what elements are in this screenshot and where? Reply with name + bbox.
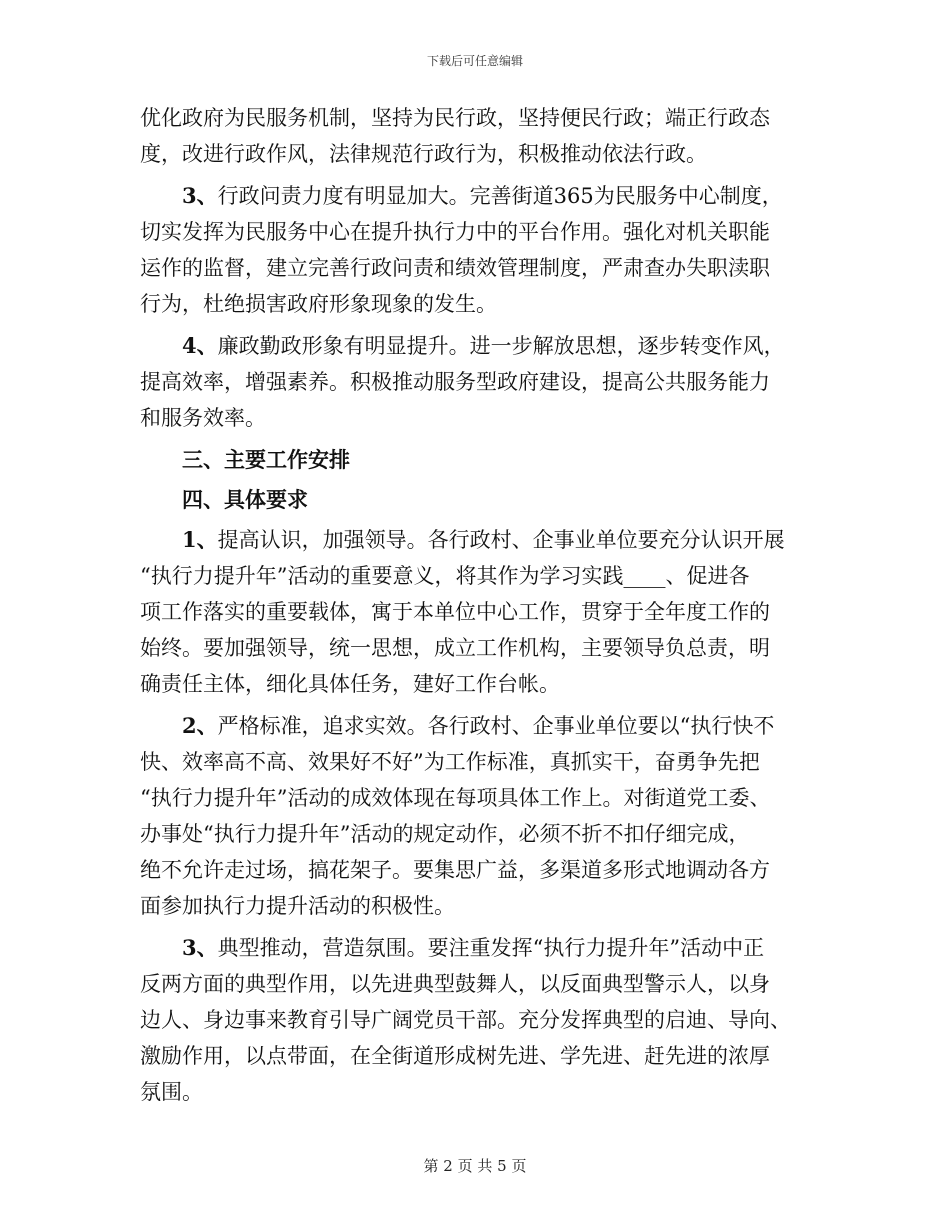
paragraph xyxy=(140,930,820,1110)
text-line: 行为，杜绝损害政府形象现象的发生。 xyxy=(140,292,497,316)
text-line: 优化政府为民服务机制，坚持为民行政，坚持便民行政；端正行政态 xyxy=(140,106,770,130)
text-line: 确责任主体，细化具体任务，建好工作台帐。 xyxy=(140,672,560,696)
text-run: 行政问责力度有明显加大。完善街道365为民服务中心制度， xyxy=(217,184,783,208)
text-line xyxy=(140,178,820,214)
text-line: 和服务效率。 xyxy=(140,406,266,430)
text-line xyxy=(140,328,820,364)
text-run: 廉政勤政形象有明显提升。进一步解放思想，逐步转变作风， xyxy=(217,334,785,358)
item-number: 1、 xyxy=(182,527,218,552)
text-line: 激励作用，以点带面，在全街道形成树先进、学先进、赶先进的浓厚 xyxy=(140,1044,770,1068)
text-line: 始终。要加强领导，统一思想，成立工作机构，主要领导负总责，明 xyxy=(140,636,770,660)
text-line: 运作的监督，建立完善行政问责和绩效管理制度，严肃查办失职渎职 xyxy=(140,256,770,280)
text-line: 绝不允许走过场，搞花架子。要集思广益，多渠道多形式地调动各方 xyxy=(140,858,770,882)
text-line xyxy=(140,708,820,744)
text-run: 严格标准，追求实效。各行政村、企事业单位要以“执行快不 xyxy=(217,714,775,738)
page-footer: 第 2 页 共 5 页 xyxy=(423,1157,527,1175)
text-line xyxy=(140,930,820,966)
item-number: 4、 xyxy=(182,333,218,358)
text-line: 办事处“执行力提升年”活动的规定动作，必须不折不扣仔细完成， xyxy=(140,822,750,846)
text-run: 提高认识，加强领导。各行政村、企事业单位要充分认识开展 xyxy=(217,528,785,552)
text-line xyxy=(140,522,820,558)
page-header: 下载后可任意编辑 xyxy=(426,54,523,68)
text-line: 面参加执行力提升活动的积极性。 xyxy=(140,894,455,918)
paragraph xyxy=(140,522,820,702)
text-line: 度，改进行政作风，法律规范行政行为，积极推动依法行政。 xyxy=(140,142,707,166)
section-heading: 四、具体要求 xyxy=(182,487,308,512)
paragraph xyxy=(140,328,820,436)
text-line: 反两方面的典型作用，以先进典型鼓舞人，以反面典型警示人，以身 xyxy=(140,972,770,996)
text-line: 提高效率，增强素养。积极推动服务型政府建设，提高公共服务能力 xyxy=(140,370,770,394)
text-line: 切实发挥为民服务中心在提升执行力中的平台作用。强化对机关职能 xyxy=(140,220,770,244)
paragraph xyxy=(140,100,820,172)
item-number: 2、 xyxy=(182,713,218,738)
document-body xyxy=(140,100,820,1116)
item-number: 3、 xyxy=(182,183,218,208)
section-heading: 三、主要工作安排 xyxy=(182,447,350,472)
paragraph xyxy=(140,178,820,322)
text-line: “执行力提升年”活动的成效体现在每项具体工作上。对街道党工委、 xyxy=(140,786,771,810)
text-run: 典型推动，营造氛围。要注重发挥“执行力提升年”活动中正 xyxy=(217,936,765,960)
text-line: “执行力提升年”活动的重要意义，将其作为学习实践____、促进各 xyxy=(140,564,750,588)
paragraph xyxy=(140,708,820,924)
item-number: 3、 xyxy=(182,935,218,960)
text-line: 快、效率高不高、效果好不好”为工作标准，真抓实干，奋勇争先把 xyxy=(140,750,760,774)
text-line: 项工作落实的重要载体，寓于本单位中心工作，贯穿于全年度工作的 xyxy=(140,600,770,624)
text-line: 边人、身边事来教育引导广阔党员干部。充分发挥典型的启迪、导向、 xyxy=(140,1008,791,1032)
text-line: 氛围。 xyxy=(140,1080,203,1104)
